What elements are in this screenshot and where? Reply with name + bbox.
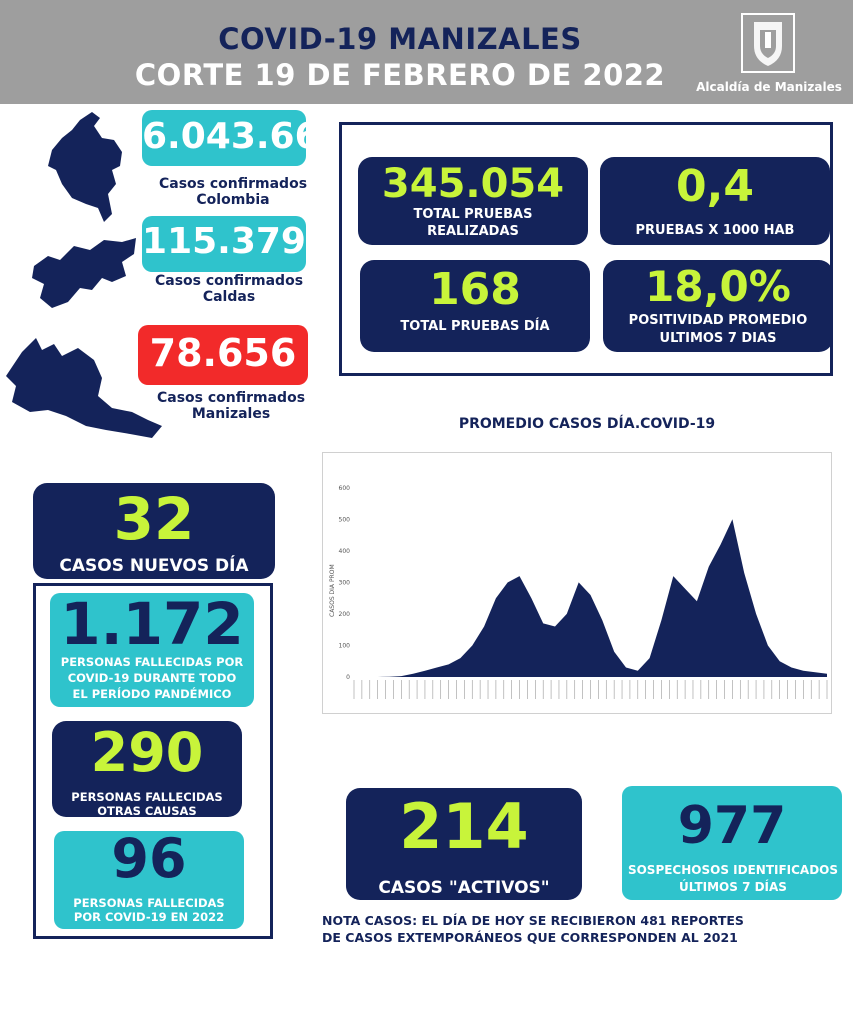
chart-area-series (354, 519, 827, 677)
chart-ylabel: CASOS DIA PROM (329, 564, 336, 617)
colombia-cases-label: Casos confirmados Colombia (158, 176, 308, 208)
manizales-cases-label: Casos confirmados Manizales (156, 390, 306, 422)
chart-ytick-label: 500 (338, 516, 350, 524)
suspects-value: 977 (677, 796, 787, 856)
chart-ytick-label: 100 (338, 642, 350, 650)
chart-ytick-label: 300 (338, 579, 350, 587)
total-tests-value: 345.054 (381, 161, 565, 207)
colombia-cases-value: 6.043.661 (142, 116, 345, 157)
chart-yticks (339, 485, 351, 681)
chart-ytick-label: 0 (346, 674, 350, 681)
city-seal-logo (740, 12, 796, 74)
tests-per-1000-value: 0,4 (676, 161, 754, 212)
new-cases-label: CASOS NUEVOS DÍA (59, 556, 249, 576)
active-cases-value: 214 (399, 790, 529, 863)
colombia-map-icon (42, 110, 132, 225)
daily-tests-label: TOTAL PRUEBAS DÍA (400, 319, 550, 334)
positivity-label: POSITIVIDAD PROMEDIO ULTIMOS 7 DIAS (628, 313, 808, 346)
positivity-value: 18,0% (645, 262, 791, 311)
tests-per-1000-label: PRUEBAS X 1000 HAB (635, 223, 795, 238)
total-tests-label: TOTAL PRUEBAS REALIZADAS (413, 207, 533, 239)
chart-ytick-label: 200 (338, 610, 350, 618)
other-deaths-label: PERSONAS FALLECIDAS OTRAS CAUSAS (71, 790, 223, 818)
cases-area-chart (322, 452, 832, 714)
covid-2022-deaths-label: PERSONAS FALLECIDAS POR COVID-19 EN 2022 (73, 896, 225, 924)
chart-ytick-label: 400 (338, 547, 350, 555)
chart-xticks (354, 680, 827, 699)
org-name: Alcaldía de Manizales (696, 80, 842, 94)
active-cases-label: CASOS "ACTIVOS" (378, 878, 550, 898)
covid-deaths-total-label: PERSONAS FALLECIDAS POR COVID-19 DURANTE TODO EL PERÍODO PANDÉMICO (60, 655, 244, 701)
suspects-label: SOSPECHOSOS IDENTIFICADOS ÚLTIMOS 7 DÍAS (627, 863, 839, 894)
covid-2022-deaths-value: 96 (111, 827, 187, 890)
other-deaths-value: 290 (90, 721, 204, 784)
chart-ytick-label: 600 (338, 484, 350, 492)
caldas-cases-label: Casos confirmados Caldas (154, 273, 304, 305)
page-title: COVID-19 MANIZALES (218, 22, 582, 56)
note-text: NOTA CASOS: EL DÍA DE HOY SE RECIBIERON 481 REPORTES DE CASOS EXTEMPORÁNEOS QUE CORRESPONDEN AL 2021 (322, 913, 744, 945)
covid-deaths-total-value: 1.172 (60, 590, 244, 658)
page-subtitle: CORTE 19 DE FEBRERO DE 2022 (134, 58, 666, 92)
daily-tests-value: 168 (429, 264, 521, 315)
manizales-cases-value: 78.656 (149, 331, 297, 375)
chart-title: PROMEDIO CASOS DÍA.COVID-19 (458, 416, 716, 432)
new-cases-value: 32 (113, 485, 195, 553)
caldas-cases-value: 115.379 (142, 221, 306, 262)
